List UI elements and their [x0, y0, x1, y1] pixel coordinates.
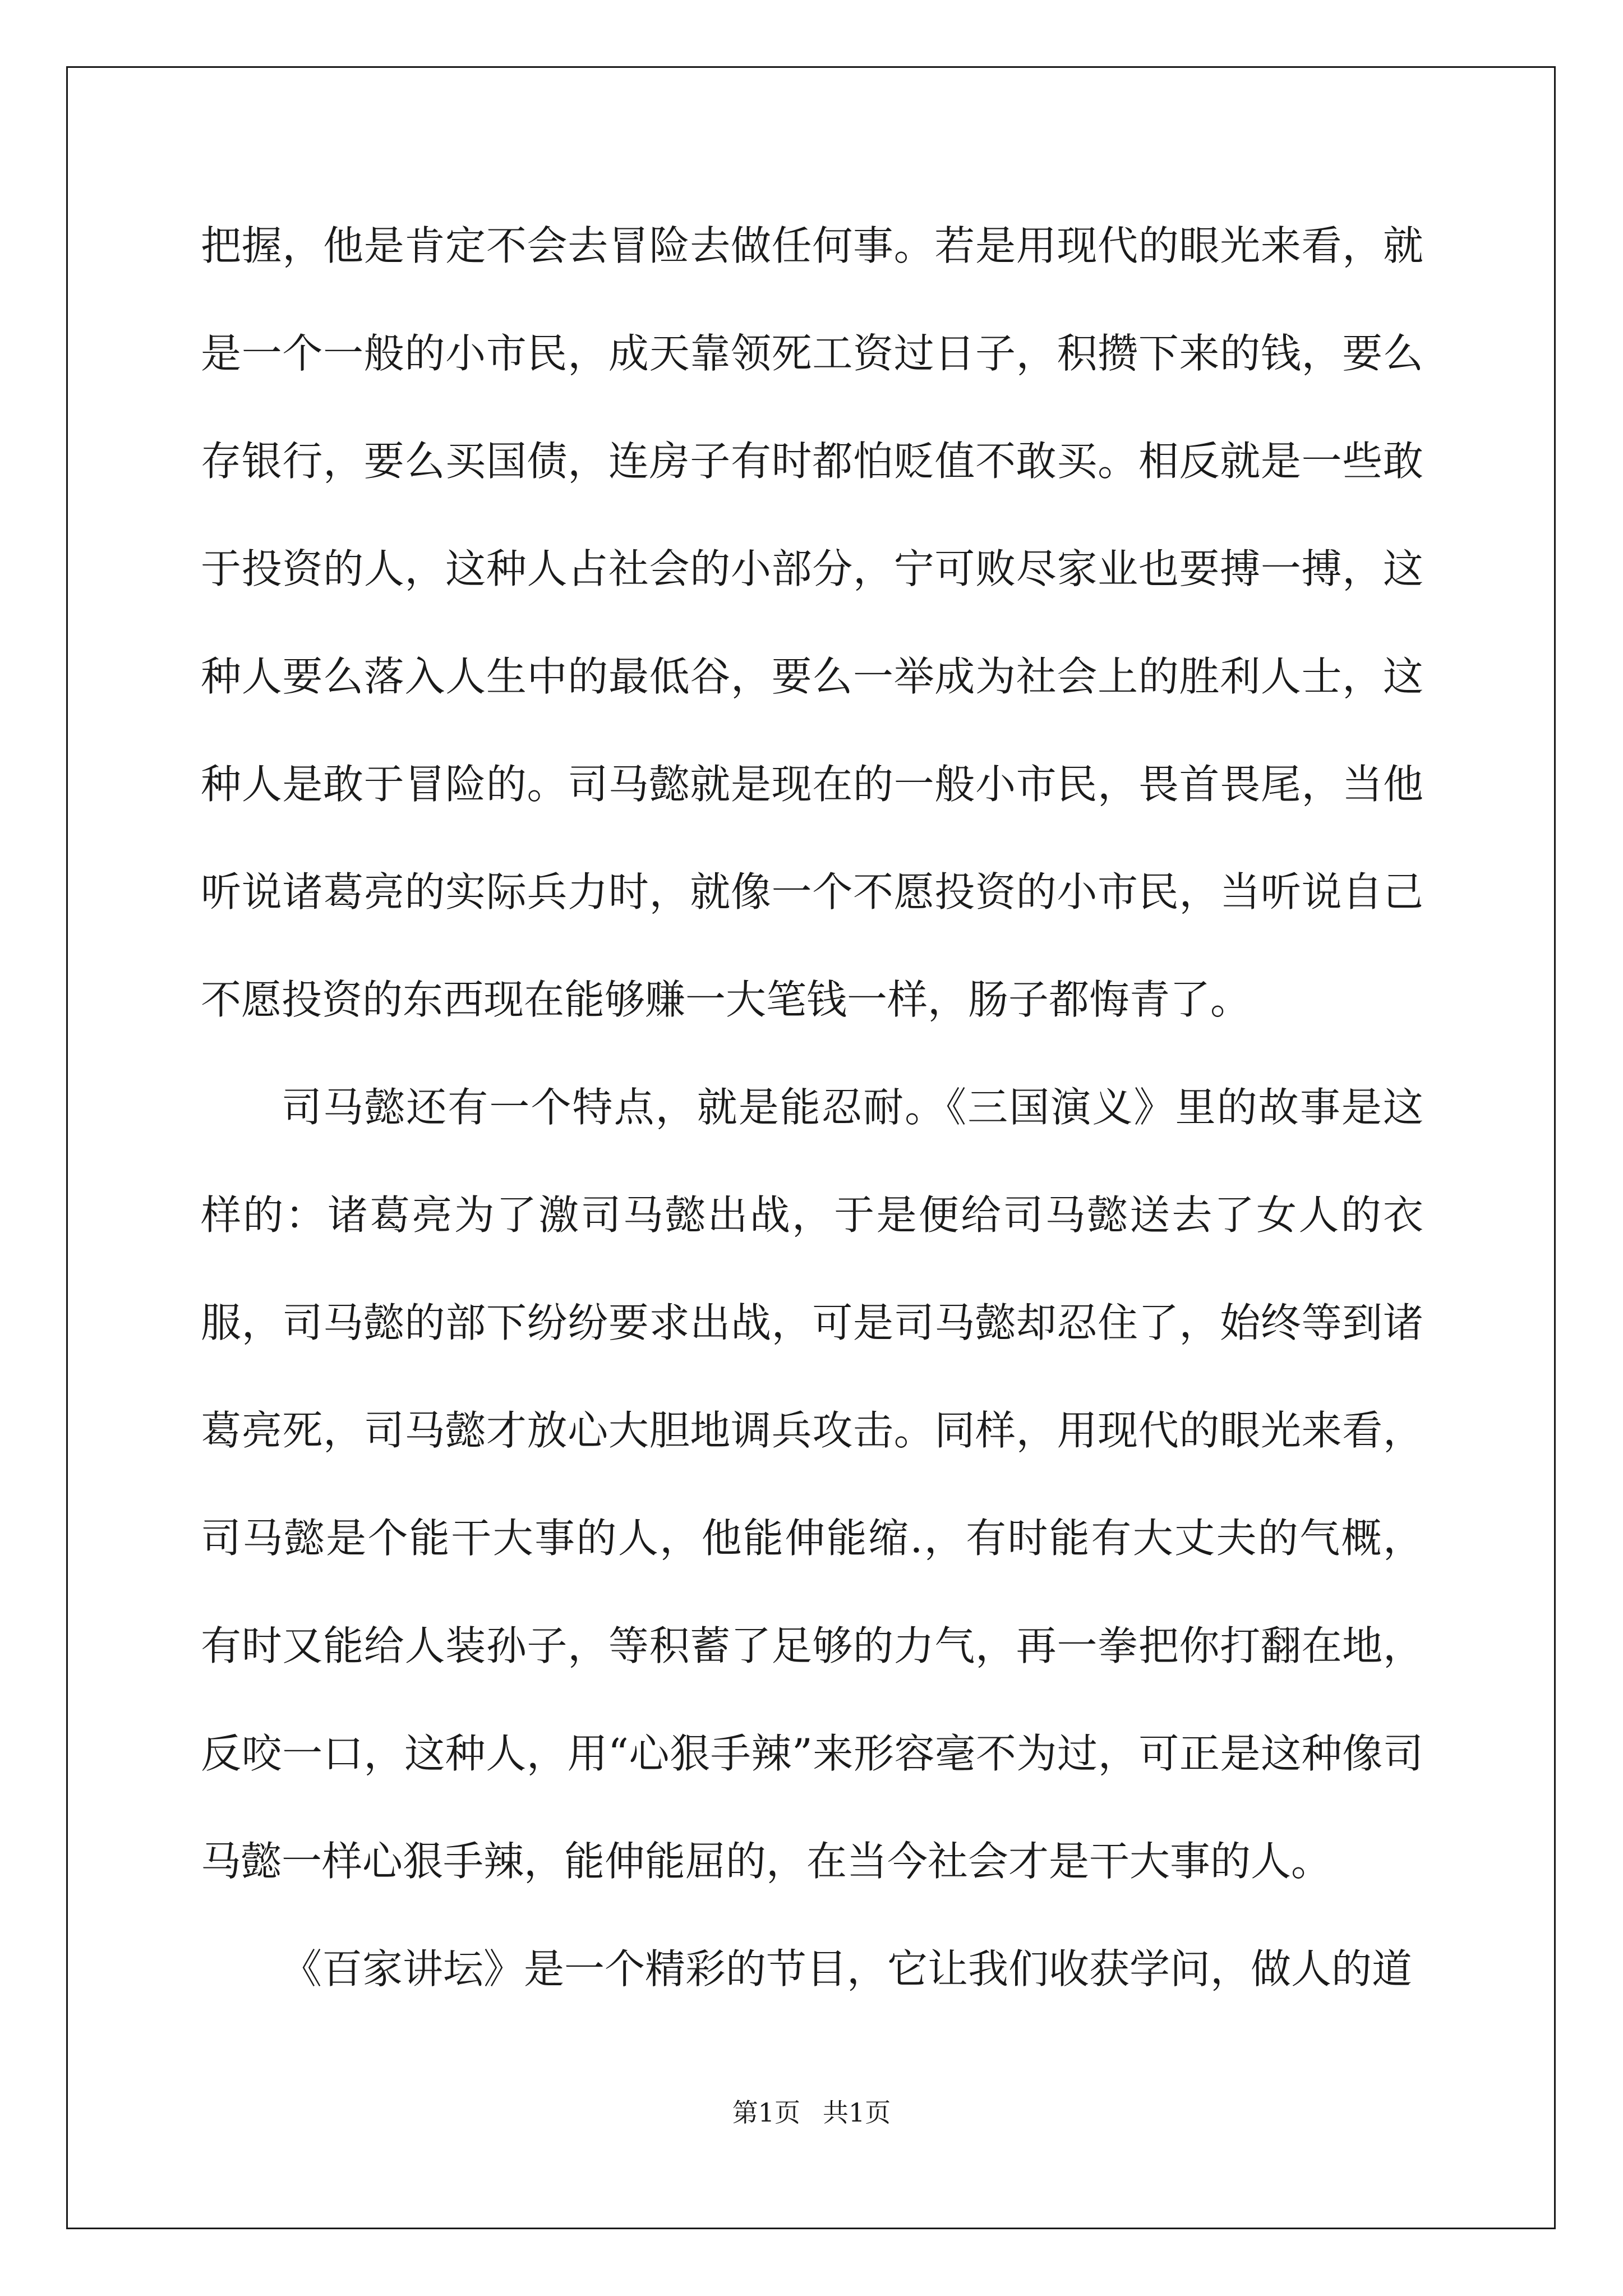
paragraph-1: 把握，他是肯定不会去冒险去做任何事。若是用现代的眼光来看，就是一个一般的小市民，成天靠领死工资过日子，积攒下来的钱，要么存银行，要么买国债，连房子有时都怕贬值不敢买。相反就是一些敢于投资的人，这种人占社会的小部分，宁可败尽家业也要搏一搏，这种人要么落入人生中的最低谷，要么一举成为社会上的胜利人士，这种人是敢于冒险的。司马懿就是现在的一般小市民，畏首畏尾，当他听说诸葛亮的实际兵力时，就像一个不愿投资的小市民，当听说自己不愿投资的东西现在能够赚一大笔钱一样，肠子都悔青了。 — [201, 222, 1423, 1023]
page-footer — [0, 2096, 1623, 2129]
paragraph-2: 司马懿还有一个特点，就是能忍耐。《三国演义》里的故事是这样的：诸葛亮为了激司马懿出战，于是便给司马懿送去了女人的衣服，司马懿的部下纷纷要求出战，可是司马懿却忍住了，始终等到诸葛亮死，司马懿才放心大胆地调兵攻击。同样，用现代的眼光来看，司马懿是个能干大事的人，他能伸能缩.，有时能有大丈夫的气概，有时又能给人装孙子，等积蓄了足够的力气，再一拳把你打翻在地，反咬一口，这种人，用“心狠手辣”来形容毫不为过，可正是这种像司马懿一样心狠手辣，能伸能屈的，在当今社会才是干大事的人。 — [201, 1084, 1423, 1885]
document-body — [201, 192, 1423, 2023]
page-number-current: 第1页 — [732, 2097, 800, 2128]
page-number-total: 共1页 — [823, 2097, 891, 2128]
paragraph-3: 《百家讲坛》是一个精彩的节目，它让我们收获学问，做人的道 — [282, 1945, 1413, 1993]
